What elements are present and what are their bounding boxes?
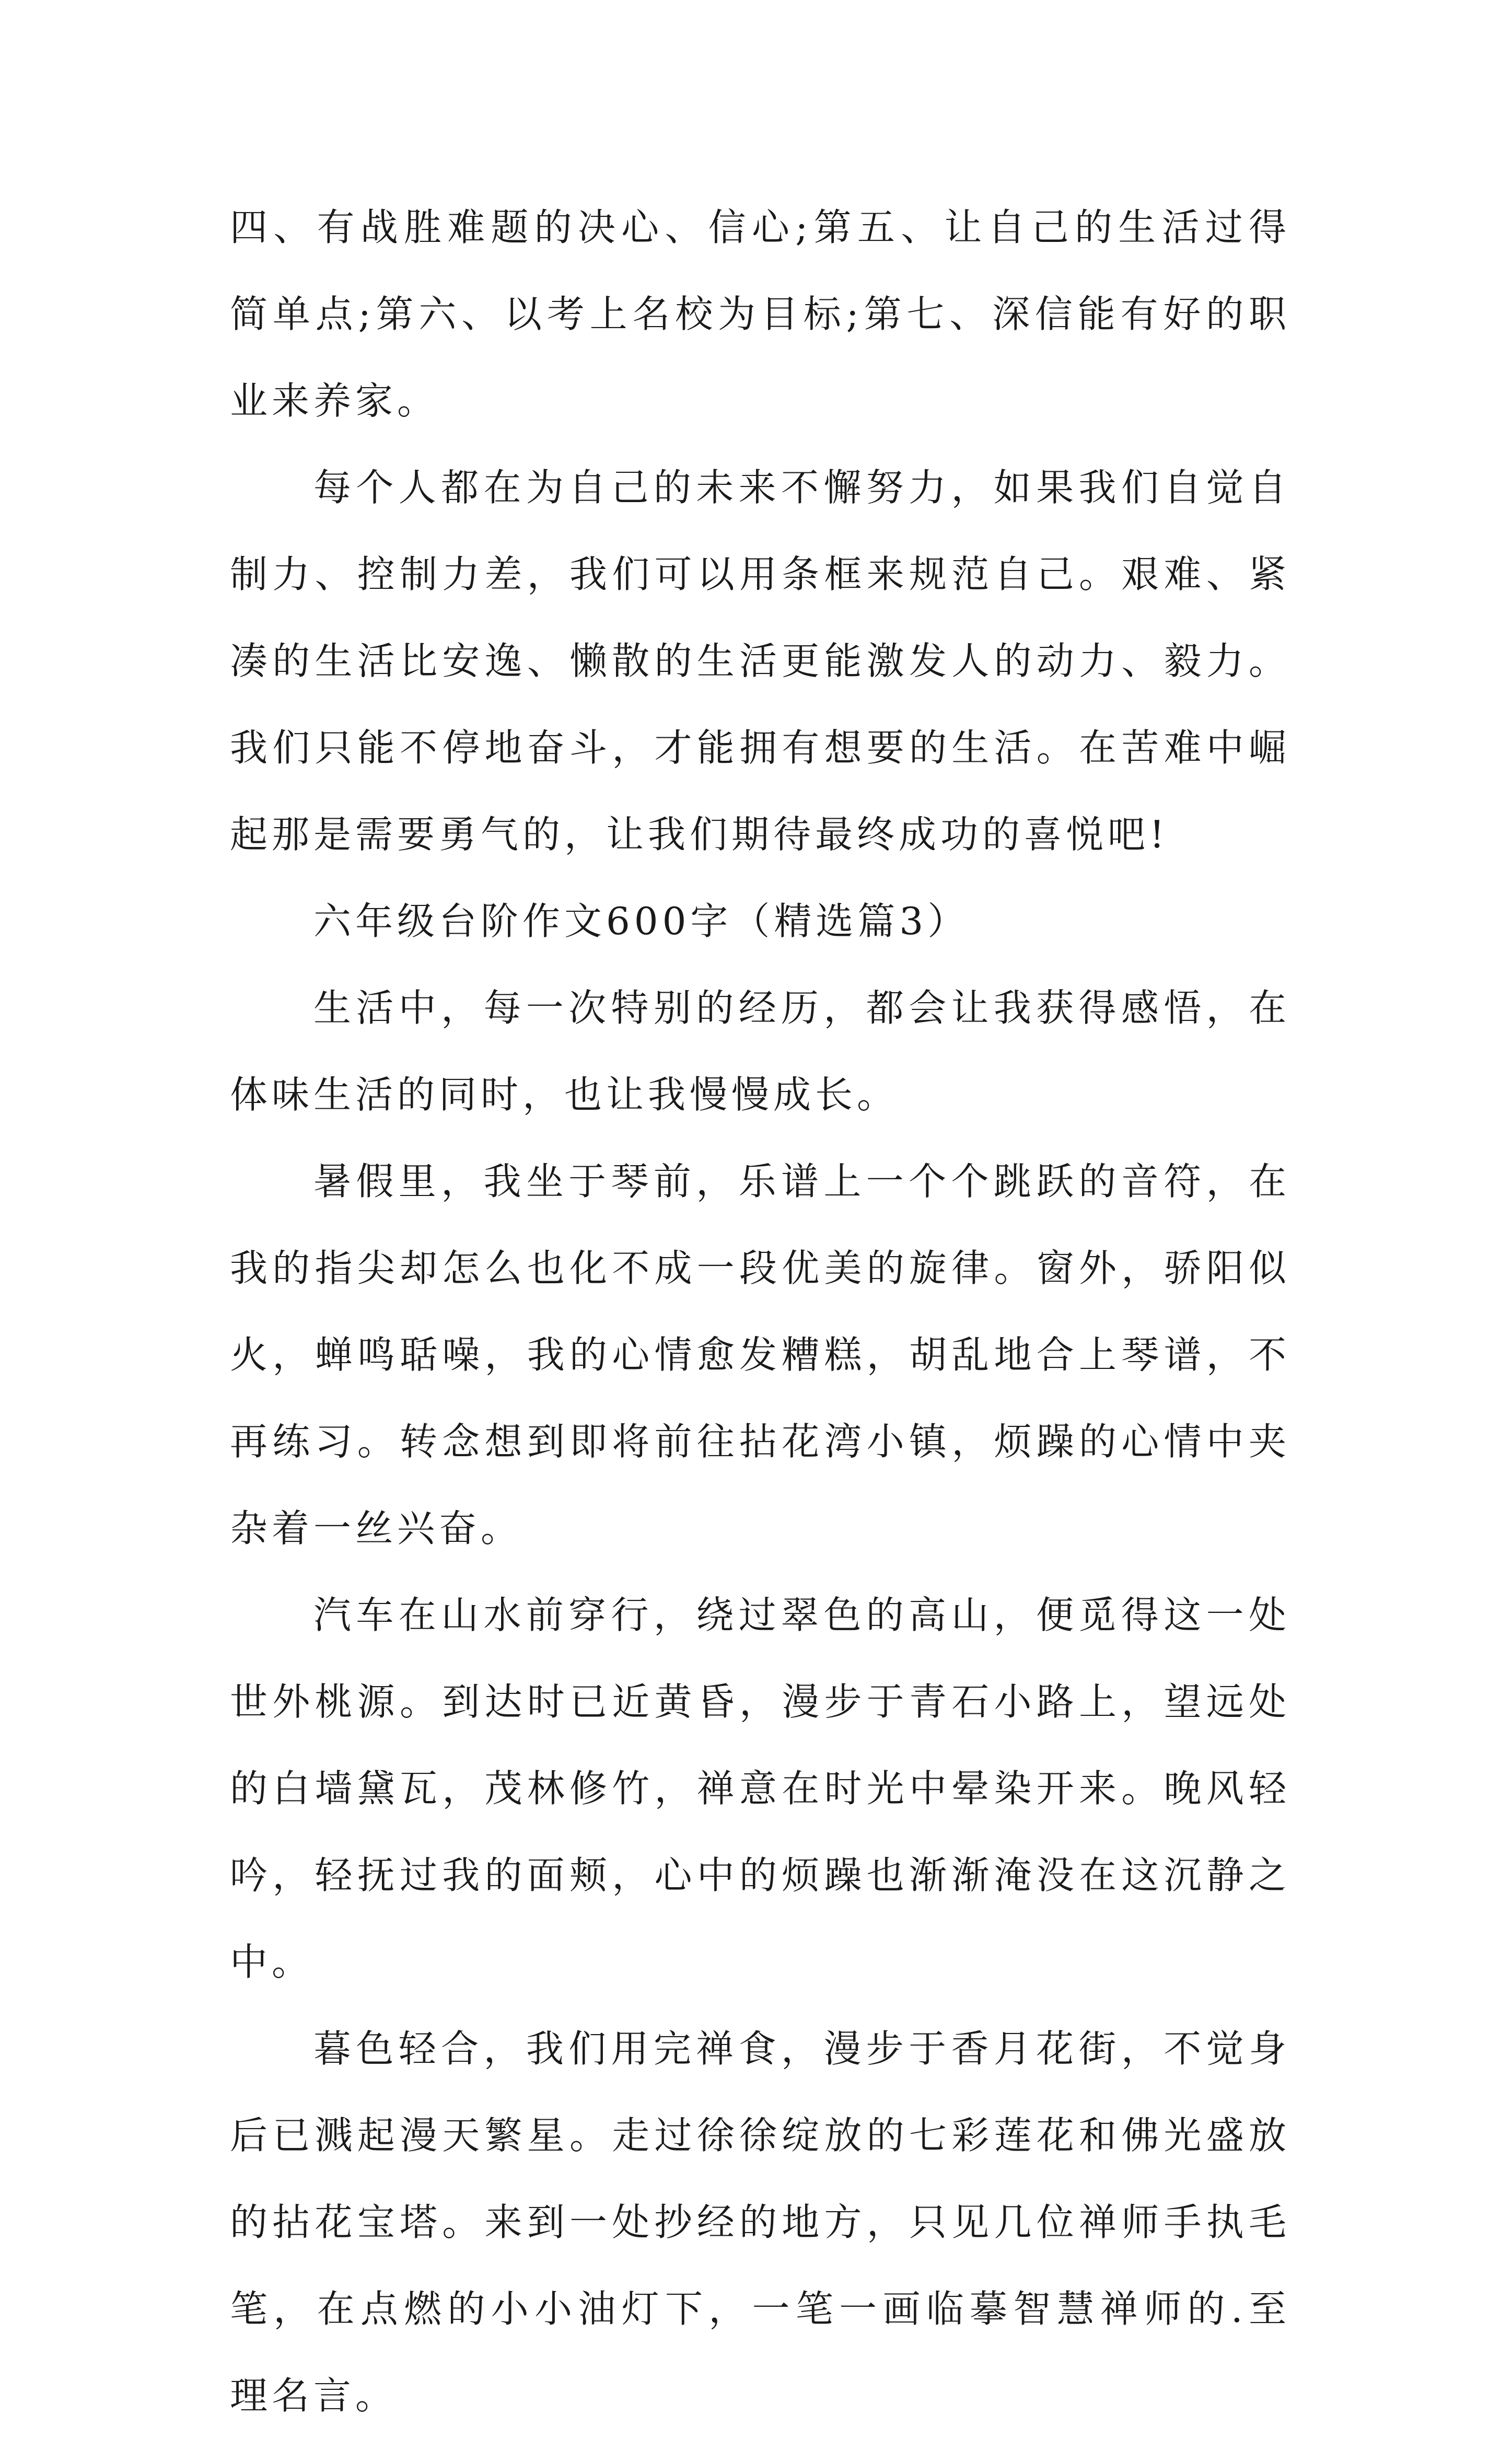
paragraph: 暮色轻合，我们用完禅食，漫步于香月花街，不觉身后已溅起漫天繁星。走过徐徐绽放的七彩莲花和佛光盛放的拈花宝塔。来到一处抄经的地方，只见几位禅师手执毛笔，在点燃的小小油灯下，一笔一画临摹智慧禅师的.至理名言。 — [230, 2027, 1290, 2418]
paragraph: 暑假里，我坐于琴前，乐谱上一个个跳跃的音符，在我的指尖却怎么也化不成一段优美的旋律。窗外，骄阳似火，蝉鸣聒噪，我的心情愈发糟糕，胡乱地合上琴谱，不再练习。转念想到即将前往拈花湾小镇，烦躁的心情中夹杂着一丝兴奋。 — [230, 1159, 1290, 1550]
paragraph: 汽车在山水前穿行，绕过翠色的高山，便觅得这一处世外桃源。到达时已近黄昏，漫步于青石小路上，望远处的白墙黛瓦，茂林修竹，禅意在时光中晕染开来。晚风轻吟，轻抚过我的面颊，心中的烦躁也渐渐淹没在这沉静之中。 — [230, 1593, 1290, 1984]
paragraph: 每个人都在为自己的未来不懈努力，如果我们自觉自制力、控制力差，我们可以用条框来规范自己。艰难、紧凑的生活比安逸、懒散的生活更能激发人的动力、毅力。我们只能不停地奋斗，才能拥有想要的生活。在苦难中崛起那是需要勇气的，让我们期待最终成功的喜悦吧! — [230, 466, 1290, 856]
paragraph: 生活中，每一次特别的经历，都会让我获得感悟，在体味生活的同时，也让我慢慢成长。 — [230, 986, 1290, 1117]
paragraph: 四、有战胜难题的决心、信心;第五、让自己的生活过得简单点;第六、以考上名校为目标;第七、深信能有好的职业来养家。 — [230, 205, 1290, 423]
document-body — [230, 184, 1290, 2439]
section-heading: 六年级台阶作文600字（精选篇3） — [313, 899, 970, 943]
